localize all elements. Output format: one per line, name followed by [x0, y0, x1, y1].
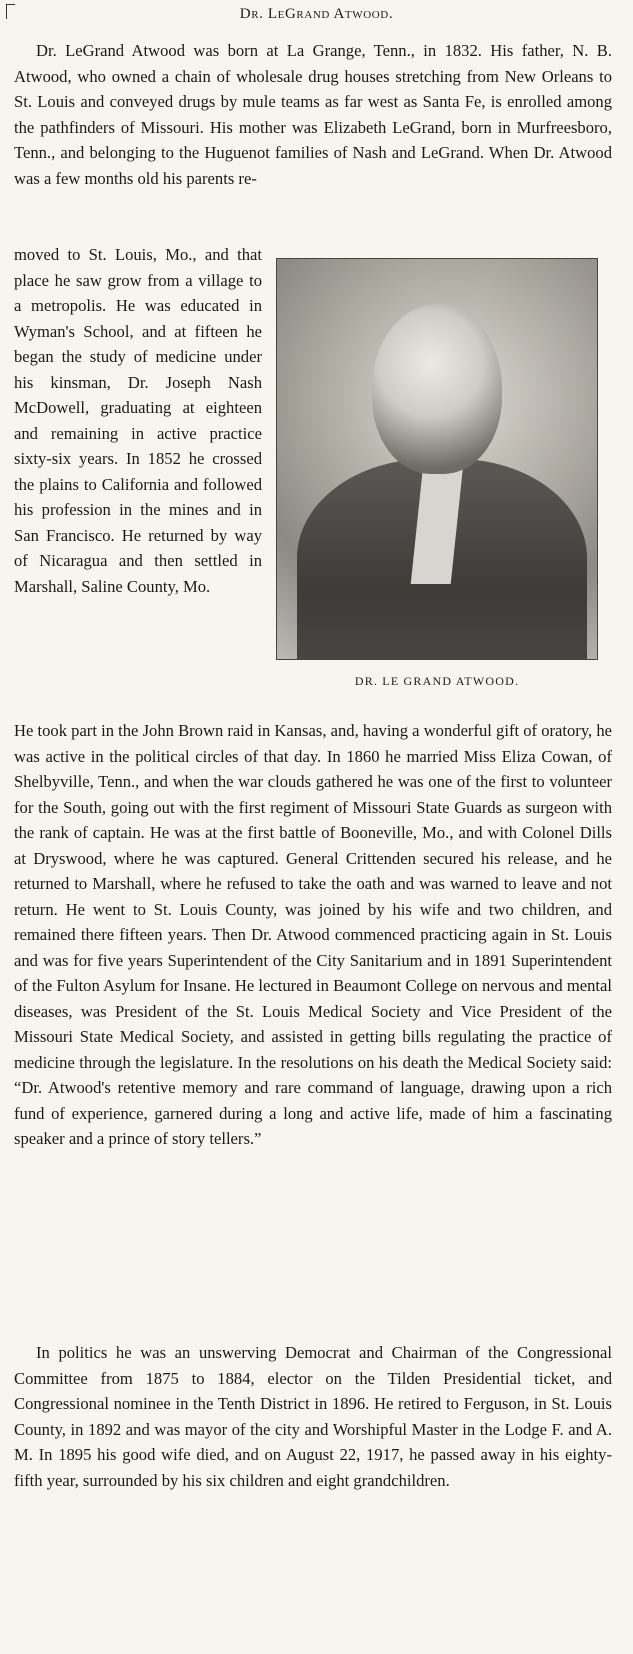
paragraph-1-top-text: Dr. LeGrand Atwood was born at La Grange, Tenn., in 1832. His father, N. B. Atwood, who owned a chain of wholesale drug houses stretching from New Orleans to St. Louis and conveyed drugs by mule teams as far west as Santa Fe, is enrolled among the pathfinders of Missouri. His mother was Elizabeth LeGrand, born in Murfreesboro, Tenn., and belonging to the Huguenot families of Nash and LeGrand. When Dr. Atwood was a few months old his parents re-: [14, 41, 612, 188]
portrait-head: [372, 304, 502, 474]
paragraph-2: [14, 1340, 612, 1493]
paragraph-1-top: [14, 38, 612, 191]
paragraph-2-text: In politics he was an unswerving Democrat and Chairman of the Congressional Committee from 1875 to 1884, elector on the Tilden Presidential ticket, and Congressional nominee in the Tenth District in 1896. He retired to Ferguson, in St. Louis County, in 1892 and was mayor of the city and Worshipful Master in the Lodge F. and A. M. In 1895 his good wife died, and on August 22, 1917, he passed away in his eighty-fifth year, surrounded by his six children and eight grandchildren.: [14, 1343, 612, 1490]
portrait-figure: [276, 258, 598, 689]
portrait-photo: [276, 258, 598, 660]
paragraph-1-wrap: moved to St. Louis, Mo., and that place he saw grow from a village to a metropolis. He was educated in Wyman's School, and at fifteen he began the study of medicine under his kinsman, Dr. Joseph Nash McDowell, graduating at eighteen and remaining in active practice sixty-six years. In 1852 he crossed the plains to California and followed his profession in the mines and in San Francisco. He returned by way of Nicaragua and then settled in Marshall, Saline County, Mo.: [14, 245, 262, 596]
portrait-caption: DR. LE GRAND ATWOOD.: [354, 674, 520, 688]
running-head: Dr. LeGrand Atwood.: [239, 6, 394, 22]
paragraph-1-rest: He took part in the John Brown raid in Kansas, and, having a wonderful gift of oratory, he was active in the political circles of that day. In 1860 he married Miss Eliza Cowan, of Shelbyville, Tenn., and when the war clouds gathered he was one of the first to volunteer for the South, going out with the first regiment of Missouri State Guards as surgeon with the rank of captain. He was at the first battle of Booneville, Mo., and with Colonel Dills at Dryswood, where he was captured. General Crittenden secured his release, and he returned to Marshall, where he refused to take the oath and was warned to leave and not return. He went to St. Louis County, was joined by his wife and two children, and remained there fifteen years. Then Dr. Atwood commenced practicing again in St. Louis and was for five years Superintendent of the City Sanitarium and in 1891 Superintendent of the Fulton Asylum for Insane. He lectured in Beaumont College on nervous and mental diseases, was President of the St. Louis Medical Society and Vice President of the Missouri State Medical Society, and assisted in getting bills regulating the practice of medicine through the legislature. In the resolutions on his death the Medical Society said: “Dr. Atwood's retentive memory and rare command of language, drawing upon a rich fund of experience, garnered during a long and active life, made of him a fascinating speaker and a prince of story tellers.”: [14, 721, 612, 1148]
